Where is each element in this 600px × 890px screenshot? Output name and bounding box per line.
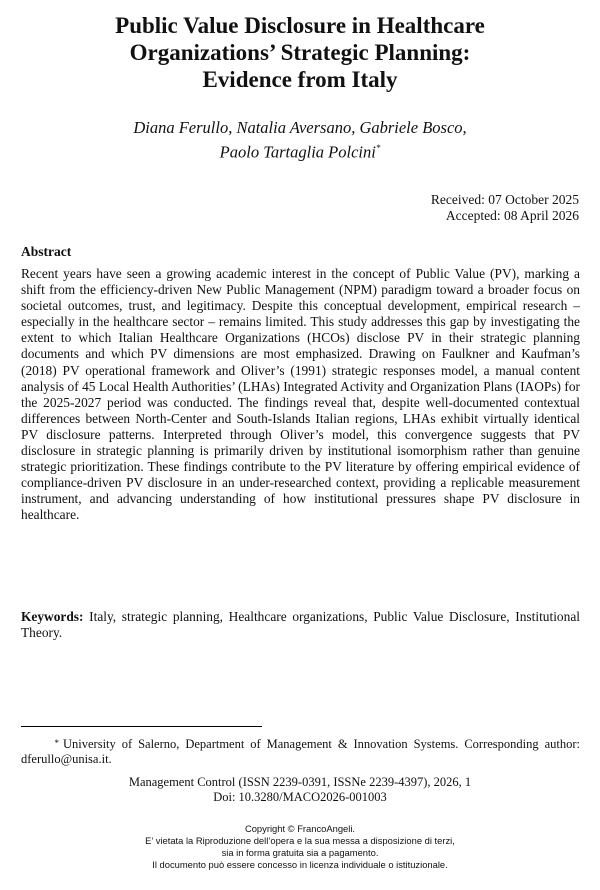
title-line-2: Organizations’ Strategic Planning: [129, 40, 471, 65]
footnote-marker: * [54, 738, 59, 748]
copyright-line-4: Il documento può essere concesso in licenza individuale o istituzionale. [152, 859, 448, 870]
submission-dates [431, 192, 579, 224]
corresponding-author-marker: * [375, 143, 381, 153]
affiliation-footnote [21, 737, 580, 767]
journal-doi: Doi: 10.3280/MACO2026-001003 [213, 790, 387, 804]
author-list [20, 117, 580, 163]
authors-line-1: Diana Ferullo, Natalia Aversano, Gabriele Bosco, [133, 118, 467, 137]
copyright-line-3: sia in forma gratuita sia a pagamento. [221, 847, 379, 858]
keywords-text: Italy, strategic planning, Healthcare organizations, Public Value Disclosure, Institutional Theory. [21, 609, 580, 641]
footnote-text: University of Salerno, Department of Management & Innovation Systems. Corresponding author: dferullo@unisa.it. [21, 737, 580, 766]
copyright-line-1: Copyright © FrancoAngeli. [244, 823, 356, 834]
keywords-label: Keywords: [21, 609, 84, 624]
keywords [21, 609, 580, 641]
copyright-notice [20, 823, 580, 871]
authors-line-2-text: Paolo Tartaglia Polcini [219, 142, 376, 162]
footnote-divider [21, 726, 262, 727]
abstract-text: Recent years have seen a growing academic interest in the concept of Public Value (PV), marking a shift from the efficiency-driven New Public Management (NPM) paradigm toward a broader focus on societal outcomes, trust, and legitimacy. Despite this conceptual development, empirical research – especially in the healthcare sector – remains limited. This study addresses this gap by investigating the extent to which Italian Healthcare Organizations (HCOs) disclose PV in their strategic planning documents and which PV dimensions are most emphasized. Drawing on Faulkner and Kaufman’s (2018) PV operational framework and Oliver’s (1991) strategic responses model, a manual content analysis of 45 Local Health Authorities’ (LHAs) Integrated Activity and Organization Plans (IAOPs) for the 2025-2027 period was conducted. The findings reveal that, despite well-documented contextual differences between North-Center and South-Islands Italian regions, LHAs exhibit virtually identical PV disclosure patterns. Interpreted through Oliver’s model, this convergence suggests that PV disclosure in strategic planning is primarily driven by institutional isomorphism rather than genuine strategic prioritization. These findings contribute to the PV literature by offering empirical evidence of compliance-driven PV disclosure in an under-researched context, providing a replicable measurement instrument, and advancing understanding of how institutional pressures shape PV disclosure in healthcare. [21, 266, 580, 523]
authors-line-2 [20, 138, 580, 163]
paper-title [20, 12, 580, 93]
title-line-1: Public Value Disclosure in Healthcare [115, 13, 485, 38]
copyright-line-2: E’ vietata la Riproduzione dell’opera e la sua messa a disposizione di terzi, [145, 835, 455, 846]
abstract-heading: Abstract [21, 244, 72, 259]
title-line-3: Evidence from Italy [202, 67, 398, 92]
journal-info [20, 775, 580, 805]
accepted-date: Accepted: 08 April 2026 [445, 208, 579, 223]
journal-citation: Management Control (ISSN 2239-0391, ISSNe 2239-4397), 2026, 1 [128, 775, 472, 789]
received-date: Received: 07 October 2025 [430, 192, 579, 207]
